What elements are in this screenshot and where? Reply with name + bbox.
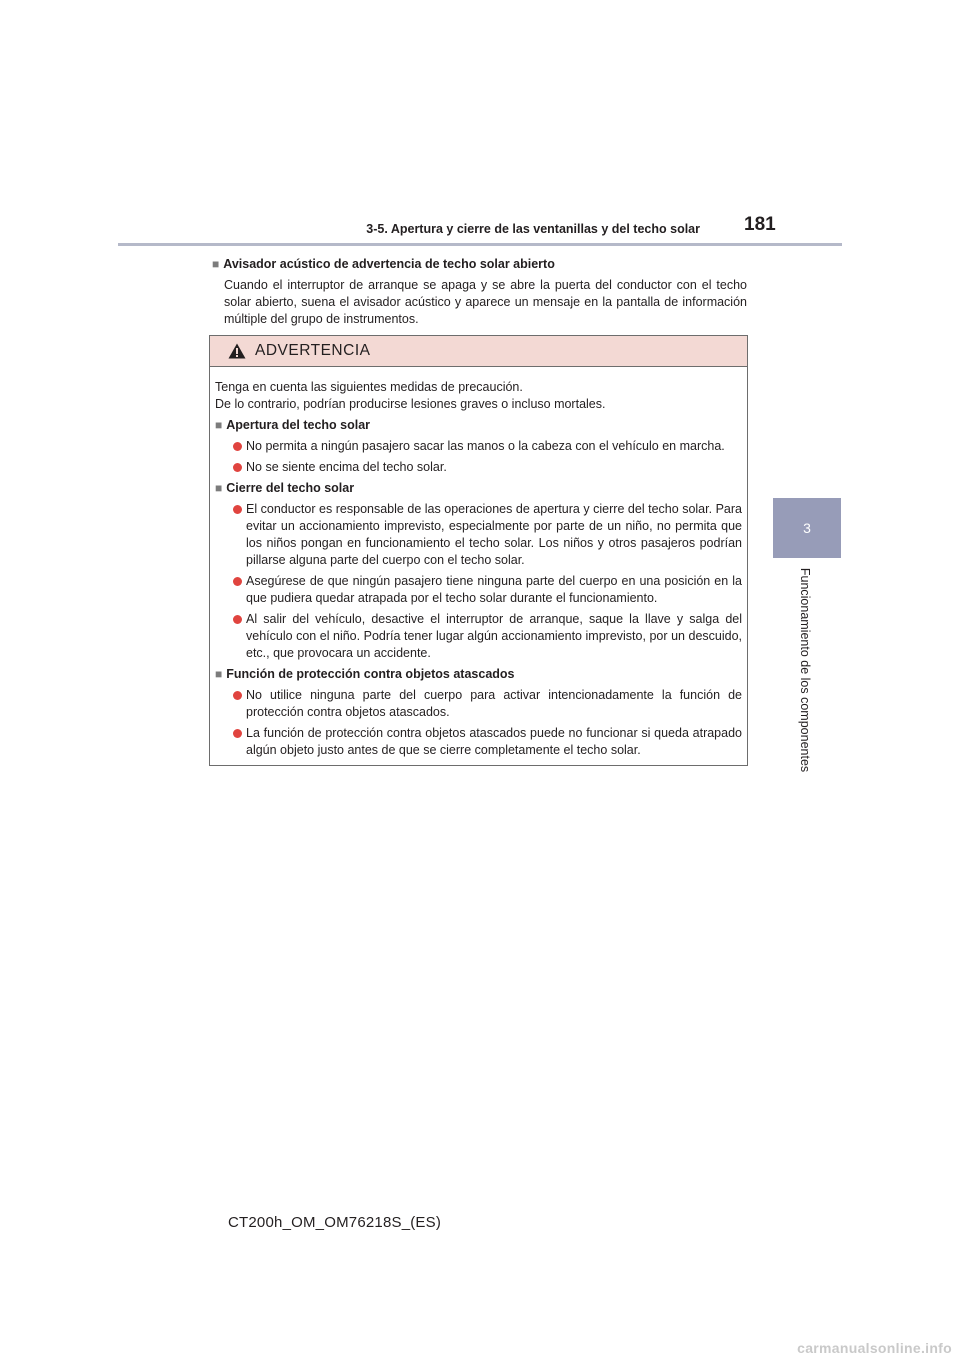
chapter-tab <box>773 498 841 558</box>
list-item-text: La función de protección contra objetos atascados puede no funcionar si queda atrapado algún objeto justo antes de que se cierre completamente el techo solar. <box>246 726 742 757</box>
list-item-text: No permita a ningún pasajero sacar las manos o la cabeza con el vehículo en marcha. <box>246 439 725 453</box>
header-rule <box>118 243 842 246</box>
bullet-icon <box>233 442 242 451</box>
warning-content <box>210 367 747 759</box>
bullet-icon <box>233 505 242 514</box>
list-item-text: El conductor es responsable de las operaciones de apertura y cierre del techo solar. Para evitar un accionamiento imprevisto, especialmente por parte de un niño, no permita que los niños pongan en funcionamiento el techo solar. Los niños y otros pasajeros podrían pillarse alguna parte del cuerpo con el techo solar. <box>246 502 742 567</box>
list-item <box>215 725 742 759</box>
warning-subheading <box>215 417 742 434</box>
warning-subheading-text: Apertura del techo solar <box>226 418 371 432</box>
bullet-icon <box>233 463 242 472</box>
warning-subheading-text: Función de protección contra objetos atascados <box>226 667 515 681</box>
list-item <box>215 611 742 662</box>
section-heading <box>212 256 747 273</box>
warning-subheading <box>215 666 742 683</box>
list-item <box>215 501 742 569</box>
bullet-icon <box>233 615 242 624</box>
warning-subheading <box>215 480 742 497</box>
square-bullet-icon: ■ <box>215 481 223 495</box>
list-item-text: Asegúrese de que ningún pasajero tiene ninguna parte del cuerpo en una posición en la que pudiera quedar atrapada por el techo solar durante el funcionamiento. <box>246 574 742 605</box>
bullet-icon <box>233 729 242 738</box>
warning-title: ADVERTENCIA <box>255 342 371 359</box>
list-item <box>215 687 742 721</box>
section-heading-text: Avisador acústico de advertencia de techo solar abierto <box>223 257 555 271</box>
warning-header <box>210 336 747 367</box>
square-bullet-icon: ■ <box>215 418 223 432</box>
footer-code: CT200h_OM_OM76218S_(ES) <box>228 1214 442 1231</box>
warning-intro-line: De lo contrario, podrían producirse lesiones graves o incluso mortales. <box>215 397 606 411</box>
list-item-text: Al salir del vehículo, desactive el interruptor de arranque, saque la llave y salga del vehículo con el niño. Podría tener lugar algún accionamiento imprevisto, por un descuido, etc., que provocara un accidente. <box>246 612 742 660</box>
header-title: 3-5. Apertura y cierre de las ventanillas y del techo solar <box>366 222 700 236</box>
list-item-text: No utilice ninguna parte del cuerpo para activar intencionadamente la función de protección contra objetos atascados. <box>246 688 742 719</box>
warning-subheading-text: Cierre del techo solar <box>226 481 355 495</box>
watermark: carmanualsonline.info <box>797 1340 952 1356</box>
section-body: Cuando el interruptor de arranque se apaga y se abre la puerta del conductor con el techo solar abierto, suena el avisador acústico y aparece un mensaje en la pantalla de información múltiple del grupo de instrumentos. <box>224 278 747 326</box>
list-item-text: No se siente encima del techo solar. <box>246 460 447 474</box>
bullet-icon <box>233 577 242 586</box>
warning-intro <box>215 379 742 413</box>
list-item <box>215 459 742 476</box>
list-item <box>215 438 742 455</box>
chapter-label: Funcionamiento de los componentes <box>798 567 812 773</box>
page-number: 181 <box>744 214 776 235</box>
warning-intro-line: Tenga en cuenta las siguientes medidas de precaución. <box>215 380 523 394</box>
square-bullet-icon: ■ <box>215 667 223 681</box>
chapter-number: 3 <box>803 520 811 536</box>
info-section <box>212 256 747 328</box>
list-item <box>215 573 742 607</box>
warning-triangle-icon <box>228 343 246 359</box>
bullet-icon <box>233 691 242 700</box>
square-bullet-icon: ■ <box>212 257 220 271</box>
warning-box <box>209 335 748 766</box>
